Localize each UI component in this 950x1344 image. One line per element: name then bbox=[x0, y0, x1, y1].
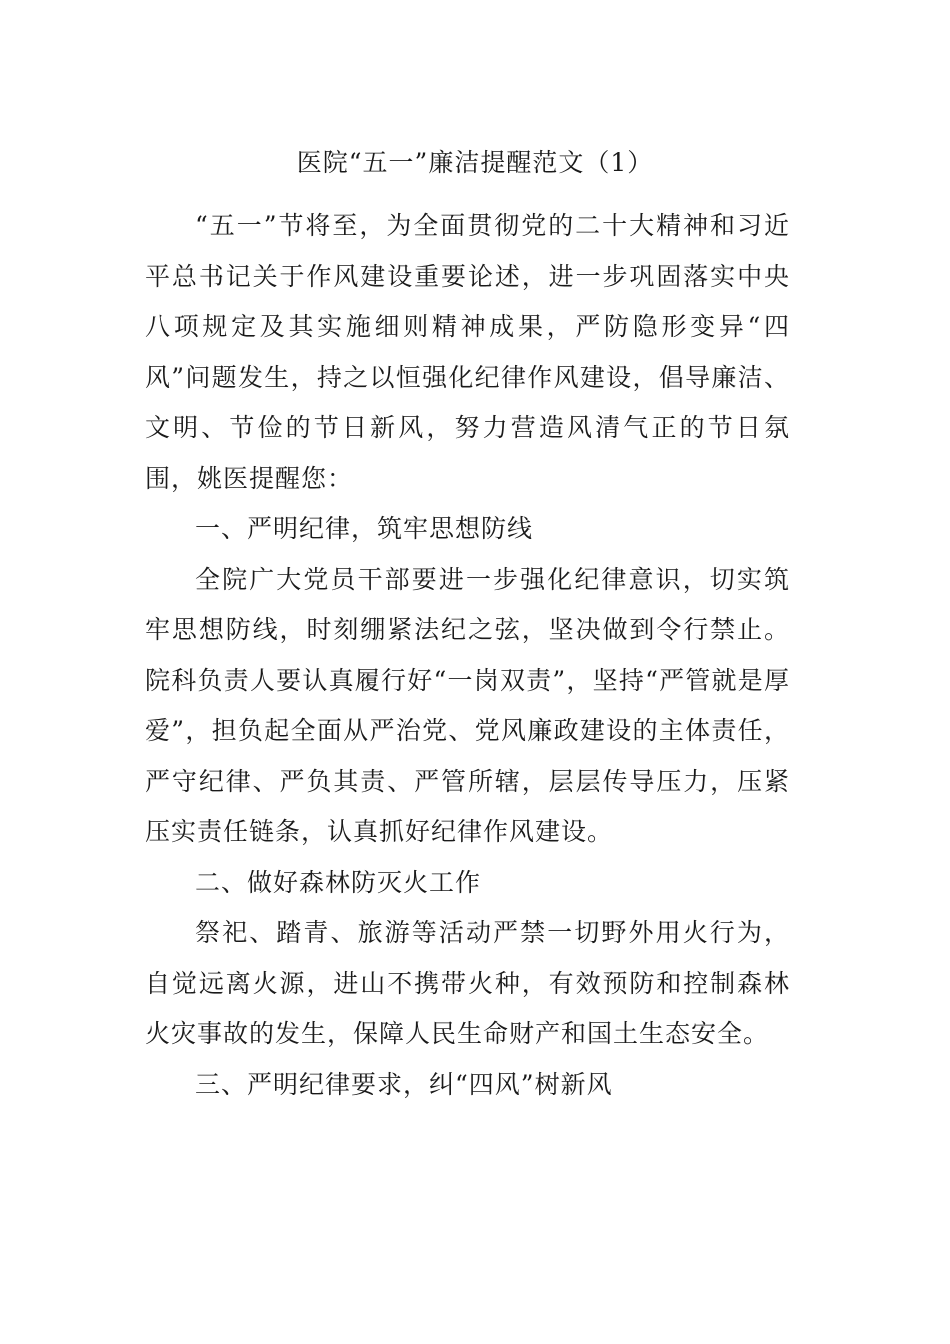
section-heading-2: 二、做好森林防灭火工作 bbox=[195, 867, 482, 897]
section-heading-3: 三、严明纪律要求，纠“四风”树新风 bbox=[195, 1069, 613, 1099]
document-body bbox=[145, 201, 790, 1110]
section-heading-1: 一、严明纪律，筑牢思想防线 bbox=[195, 514, 534, 543]
section-body-2: 祭祀、踏青、旅游等活动严禁一切野外用火行为，自觉远离火源，进山不携带火种，有效预防和控制森林火灾事故的发生，保障人民生命财产和国土生态安全。 bbox=[145, 918, 790, 1048]
section-body-1: 全院广大党员干部要进一步强化纪律意识，切实筑牢思想防线，时刻绷紧法纪之弦，坚决做到令行禁止。院科负责人要认真履行好“一岗双责”，坚持“严管就是厚爱”，担负起全面从严治党、党风廉政建设的主体责任，严守纪律、严负其责、严管所辖，层层传导压力，压紧压实责任链条，认真抓好纪律作风建设。 bbox=[145, 564, 790, 846]
intro-paragraph: “五一”节将至，为全面贯彻党的二十大精神和习近平总书记关于作风建设重要论述，进一步巩固落实中央八项规定及其实施细则精神成果，严防隐形变异“四风”问题发生，持之以恒强化纪律作风建设，倡导廉洁、文明、节俭的节日新风，努力营造风清气正的节日氛围，姚医提醒您： bbox=[145, 211, 790, 493]
document-title: 医院“五一”廉洁提醒范文（1） bbox=[296, 148, 654, 177]
